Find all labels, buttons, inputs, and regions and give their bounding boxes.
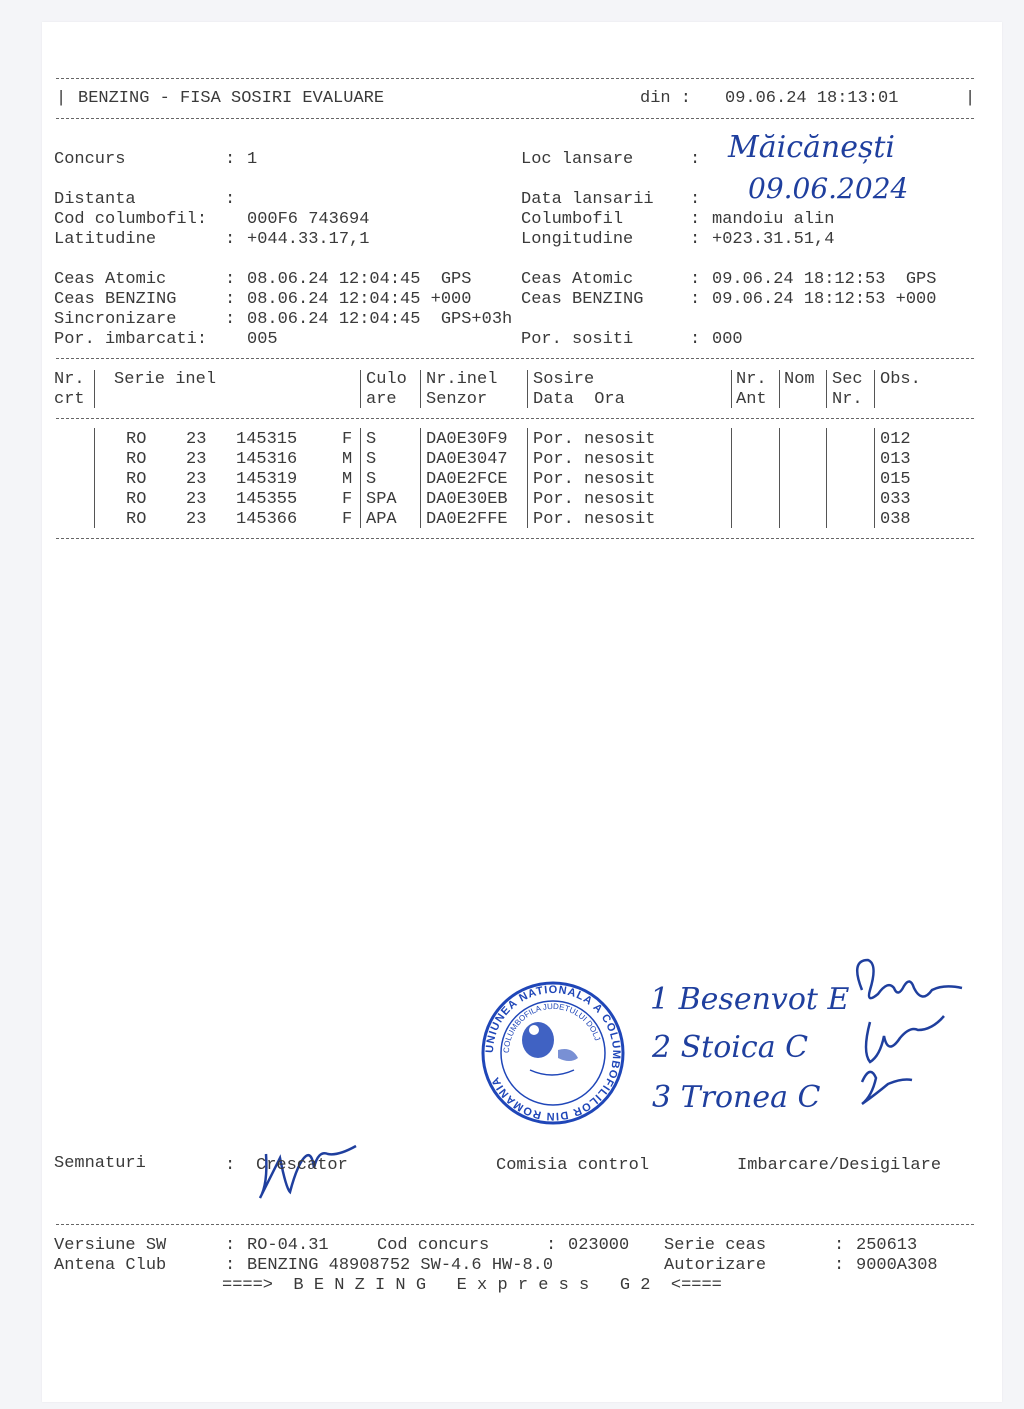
th-sep bbox=[779, 370, 780, 408]
th-culoare-2: are bbox=[366, 390, 397, 409]
cell-ring: 145315 bbox=[236, 430, 298, 449]
cell-country: RO bbox=[126, 430, 147, 449]
ceas-benzing-label-2: Ceas BENZING bbox=[521, 290, 644, 309]
commission-name-2: 2 Stoica C bbox=[652, 1030, 809, 1065]
ceas-benzing-label: Ceas BENZING bbox=[54, 290, 177, 309]
imbarcati-label: Por. imbarcati: bbox=[54, 330, 208, 349]
cell-obs: 013 bbox=[880, 450, 911, 469]
td-sep bbox=[420, 428, 421, 528]
ceas-benzing-start: 08.06.24 12:04:45 +000 bbox=[247, 290, 472, 309]
td-sep bbox=[731, 428, 732, 528]
cell-sensor: DA0E30EB bbox=[426, 490, 508, 509]
th-sep bbox=[94, 370, 95, 408]
th-sec-1: Sec bbox=[832, 370, 863, 389]
data-lansarii-label: Data lansarii bbox=[521, 190, 654, 209]
cell-sex: F bbox=[342, 510, 353, 529]
th-nr-ant-2: Ant bbox=[736, 390, 767, 409]
cell-sensor: DA0E2FFE bbox=[426, 510, 508, 529]
din-label: din : bbox=[640, 89, 692, 108]
cell-sensor: DA0E30F9 bbox=[426, 430, 508, 449]
cell-year: 23 bbox=[186, 490, 207, 509]
colon: : bbox=[690, 190, 701, 209]
cell-arrival: Por. nesosit bbox=[533, 450, 656, 469]
cell-year: 23 bbox=[186, 430, 207, 449]
club-stamp bbox=[478, 978, 628, 1128]
td-sep bbox=[360, 428, 361, 528]
td-sep bbox=[874, 428, 875, 528]
th-obs: Obs. bbox=[880, 370, 921, 389]
th-sep bbox=[527, 370, 528, 408]
cell-ring: 145316 bbox=[236, 450, 298, 469]
th-nr-crt-1: Nr. bbox=[54, 370, 85, 389]
header-right-bar: | bbox=[965, 89, 976, 108]
colon: : bbox=[225, 310, 236, 329]
cod-columbofil-value: 000F6 743694 bbox=[247, 210, 370, 229]
th-sep bbox=[731, 370, 732, 408]
antena-value: BENZING 48908752 SW-4.6 HW-8.0 bbox=[247, 1256, 554, 1275]
cell-color: S bbox=[366, 450, 377, 469]
th-senzor: Senzor bbox=[426, 390, 488, 409]
ceas-benzing-end: 09.06.24 18:12:53 +000 bbox=[712, 290, 937, 309]
comisia-control-label: Comisia control bbox=[496, 1156, 650, 1175]
td-sep bbox=[94, 428, 95, 528]
colon: : bbox=[690, 270, 701, 289]
divider-table-top bbox=[56, 358, 974, 359]
semnaturi-label: Semnaturi bbox=[54, 1154, 146, 1173]
sositi-value: 000 bbox=[712, 330, 743, 349]
colon: : bbox=[225, 1236, 236, 1255]
cell-color: S bbox=[366, 470, 377, 489]
cell-arrival: Por. nesosit bbox=[533, 490, 656, 509]
loc-lansare-handwritten: Măicănești bbox=[728, 130, 896, 165]
colon: : bbox=[690, 230, 701, 249]
divider-table-bottom bbox=[56, 538, 974, 539]
th-nr-ant-1: Nr. bbox=[736, 370, 767, 389]
cell-obs: 038 bbox=[880, 510, 911, 529]
colon: : bbox=[225, 190, 236, 209]
sositi-label: Por. sositi bbox=[521, 330, 634, 349]
commission-name-3: 3 Tronea C bbox=[652, 1080, 821, 1115]
colon: : bbox=[690, 150, 701, 169]
cell-sensor: DA0E3047 bbox=[426, 450, 508, 469]
cell-year: 23 bbox=[186, 450, 207, 469]
cell-country: RO bbox=[126, 470, 147, 489]
ceas-atomic-label: Ceas Atomic bbox=[54, 270, 167, 289]
colon: : bbox=[690, 330, 701, 349]
concurs-label: Concurs bbox=[54, 150, 126, 169]
td-sep bbox=[826, 428, 827, 528]
distanta-label: Distanta bbox=[54, 190, 136, 209]
th-sep bbox=[360, 370, 361, 408]
columbofil-label: Columbofil bbox=[521, 210, 624, 229]
colon: : bbox=[690, 290, 701, 309]
cell-sex: M bbox=[342, 470, 353, 489]
ceas-atomic-end: 09.06.24 18:12:53 GPS bbox=[712, 270, 937, 289]
cell-sex: M bbox=[342, 450, 353, 469]
cell-ring: 145319 bbox=[236, 470, 298, 489]
versiune-label: Versiune SW bbox=[54, 1236, 167, 1255]
imbarcati-value: 005 bbox=[247, 330, 278, 349]
stamp-inner-text: COLUMBOFILA JUDETULUI DOLJ bbox=[501, 1001, 603, 1054]
th-culoare-1: Culo bbox=[366, 370, 407, 389]
cell-ring: 145366 bbox=[236, 510, 298, 529]
divider-top bbox=[56, 78, 974, 79]
th-nr-inel: Nr.inel bbox=[426, 370, 498, 389]
th-sosire: Sosire bbox=[533, 370, 595, 389]
columbofil-value: mandoiu alin bbox=[712, 210, 835, 229]
serie-ceas-value: 250613 bbox=[856, 1236, 918, 1255]
sincronizare-value: 08.06.24 12:04:45 GPS+03h bbox=[247, 310, 513, 329]
colon: : bbox=[225, 270, 236, 289]
cell-color: APA bbox=[366, 510, 397, 529]
cell-year: 23 bbox=[186, 510, 207, 529]
page-title: BENZING - FISA SOSIRI EVALUARE bbox=[78, 89, 385, 108]
cell-color: S bbox=[366, 430, 377, 449]
cod-concurs-label: Cod concurs bbox=[377, 1236, 490, 1255]
cell-obs: 012 bbox=[880, 430, 911, 449]
divider-table-header bbox=[56, 418, 974, 419]
colon: : bbox=[225, 1156, 236, 1175]
svg-text:UNIUNEA NATIONALA A COLUMBOFIL bbox=[484, 984, 622, 1122]
cell-obs: 015 bbox=[880, 470, 911, 489]
autorizare-label: Autorizare bbox=[664, 1256, 767, 1275]
commission-name-1: 1 Besenvot E bbox=[650, 982, 850, 1017]
longitudine-label: Longitudine bbox=[521, 230, 634, 249]
cod-concurs-value: 023000 bbox=[568, 1236, 630, 1255]
colon: : bbox=[225, 230, 236, 249]
th-sep bbox=[420, 370, 421, 408]
antena-label: Antena Club bbox=[54, 1256, 167, 1275]
versiune-value: RO-04.31 bbox=[247, 1236, 329, 1255]
loc-lansare-label: Loc lansare bbox=[521, 150, 634, 169]
colon: : bbox=[834, 1236, 845, 1255]
latitudine-value: +044.33.17,1 bbox=[247, 230, 370, 249]
commission-signatures bbox=[840, 950, 990, 1130]
td-sep bbox=[779, 428, 780, 528]
cell-country: RO bbox=[126, 450, 147, 469]
ceas-atomic-start: 08.06.24 12:04:45 GPS bbox=[247, 270, 472, 289]
th-nom: Nom bbox=[784, 370, 815, 389]
th-sec-2: Nr. bbox=[832, 390, 863, 409]
th-sep bbox=[826, 370, 827, 408]
cell-arrival: Por. nesosit bbox=[533, 510, 656, 529]
brand-line: ====> B E N Z I N G E x p r e s s G 2 <==== bbox=[222, 1276, 722, 1295]
cell-obs: 033 bbox=[880, 490, 911, 509]
th-nr-crt-2: crt bbox=[54, 390, 85, 409]
colon: : bbox=[690, 210, 701, 229]
cell-country: RO bbox=[126, 510, 147, 529]
th-sep bbox=[874, 370, 875, 408]
autorizare-value: 9000A308 bbox=[856, 1256, 938, 1275]
divider-header bbox=[56, 118, 974, 119]
colon: : bbox=[225, 1256, 236, 1275]
cell-color: SPA bbox=[366, 490, 397, 509]
colon: : bbox=[546, 1236, 557, 1255]
cell-arrival: Por. nesosit bbox=[533, 470, 656, 489]
header-left-bar: | bbox=[56, 89, 67, 108]
sincronizare-label: Sincronizare bbox=[54, 310, 177, 329]
td-sep bbox=[527, 428, 528, 528]
colon: : bbox=[834, 1256, 845, 1275]
stamp-outer-text: UNIUNEA NATIONALA A COLUMBOFILILOR DIN ROMANIA bbox=[483, 983, 623, 1123]
cell-year: 23 bbox=[186, 470, 207, 489]
concurs-value: 1 bbox=[247, 150, 258, 169]
longitudine-value: +023.31.51,4 bbox=[712, 230, 835, 249]
th-data-ora: Data Ora bbox=[533, 390, 625, 409]
cod-columbofil-label: Cod columbofil: bbox=[54, 210, 208, 229]
cell-country: RO bbox=[126, 490, 147, 509]
cell-sex: F bbox=[342, 430, 353, 449]
crescator-label: Crescator bbox=[256, 1156, 348, 1175]
ceas-atomic-label-2: Ceas Atomic bbox=[521, 270, 634, 289]
cell-ring: 145355 bbox=[236, 490, 298, 509]
cell-sensor: DA0E2FCE bbox=[426, 470, 508, 489]
imbarcare-label: Imbarcare/Desigilare bbox=[737, 1156, 942, 1175]
colon: : bbox=[225, 150, 236, 169]
cell-arrival: Por. nesosit bbox=[533, 430, 656, 449]
din-value: 09.06.24 18:13:01 bbox=[725, 89, 899, 108]
serie-ceas-label: Serie ceas bbox=[664, 1236, 767, 1255]
colon: : bbox=[225, 290, 236, 309]
cell-sex: F bbox=[342, 490, 353, 509]
latitudine-label: Latitudine bbox=[54, 230, 157, 249]
th-serie-inel: Serie inel bbox=[114, 370, 217, 389]
data-lansarii-handwritten: 09.06.2024 bbox=[748, 172, 909, 205]
divider-footer bbox=[56, 1224, 974, 1225]
